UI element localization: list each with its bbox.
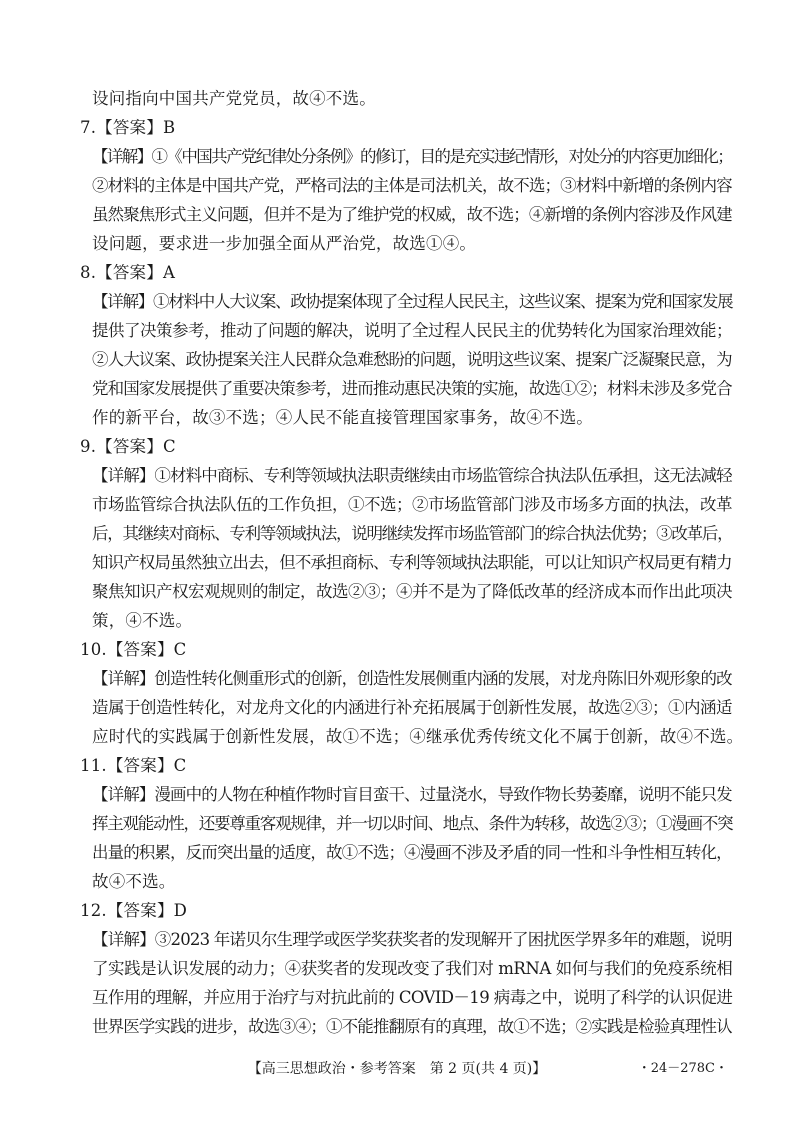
answer-heading: 8.【答案】A [80,263,176,282]
document-body [80,84,744,1041]
footer-title: 【高三思想政治・参考答案 第 2 页(共 4 页)】 [247,1061,547,1077]
text-line: 出量的积累，反而突出量的适度，故①不选；④漫画不涉及矛盾的同一性和斗争性相互转化， [92,843,732,862]
answer-heading: 12.【答案】D [80,901,188,920]
text-line: 世界医学实践的进步，故选③④；①不能推翻原有的真理，故①不选；②实践是检验真理性认 [92,1017,732,1036]
text-line: 设问指向中国共产党党员，故④不选。 [92,89,376,108]
text-line: 【详解】①材料中商标、专利等领域执法职责继续由市场监管综合执法队伍承担，这无法减轻 [92,466,732,485]
text-line: 作的新平台，故③不选；④人民不能直接管理国家事务，故④不选。 [92,408,593,427]
answer-heading: 7.【答案】B [80,118,176,137]
text-line: 聚焦知识产权宏观规则的制定，故选②③；④并不是为了降低改革的经济成本而作出此项决 [92,582,732,601]
text-line: 【详解】①材料中人大议案、政协提案体现了全过程人民民主，这些议案、提案为党和国家发展 [92,292,733,311]
text-line: 【详解】漫画中的人物在种植作物时盲目蛮干、过量浇水，导致作物长势萎靡，说明不能只发 [92,785,732,804]
answer-heading: 9.【答案】C [80,437,176,456]
text-line: 应时代的实践属于创新性发展，故①不选；④继承优秀传统文化不属于创新，故④不选。 [92,727,744,746]
footer-code: ・24－278C・ [637,1061,728,1076]
text-line: ②材料的主体是中国共产党，严格司法的主体是司法机关，故不选；③材料中新增的条例内容 [92,176,732,195]
text-line: 党和国家发展提供了重要决策参考，进而推动惠民决策的实施，故选①②；材料未涉及多党合 [92,379,732,398]
text-line: 虽然聚焦形式主义问题，但并不是为了维护党的权威，故不选；④新增的条例内容涉及作风建 [92,205,732,224]
text-line: 市场监管综合执法队伍的工作负担，①不选；②市场监管部门涉及市场多方面的执法，改革 [92,495,732,514]
text-line: 故④不选。 [92,872,176,891]
text-line: 设问题，要求进一步加强全面从严治党，故选①④。 [92,234,477,253]
text-line: 【详解】③2023 年诺贝尔生理学或医学奖获奖者的发现解开了困扰医学界多年的难题，说明 [92,930,732,949]
text-line: 【详解】创造性转化侧重形式的创新，创造性发展侧重内涵的发展，对龙舟陈旧外观形象的改 [92,669,732,688]
text-line: 挥主观能动性，还要尊重客观规律，并一切以时间、地点、条件为转移，故选②③；①漫画不突 [92,814,733,833]
text-line: 造属于创造性转化，对龙舟文化的内涵进行补充拓展属于创新性发展，故选②③；①内涵适 [92,698,732,717]
text-line: 策，④不选。 [92,611,193,630]
answer-heading: 10.【答案】C [80,640,187,659]
text-line: 提供了决策参考，推动了问题的解决，说明了全过程人民民主的优势转化为国家治理效能； [92,321,732,340]
text-line: ②人大议案、政协提案关注人民群众急难愁盼的问题，说明这些议案、提案广泛凝聚民意，为 [92,350,732,369]
text-line: 了实践是认识发展的动力；④获奖者的发现改变了我们对 mRNA 如何与我们的免疫系统相 [92,959,733,978]
text-line: 后，其继续对商标、专利等领域执法，说明继续发挥市场监管部门的综合执法优势；③改革后， [92,524,733,543]
text-line: 【详解】①《中国共产党纪律处分条例》的修订，目的是充实违纪情形，对处分的内容更加细化； [92,147,733,166]
page-footer [0,1058,794,1080]
text-line: 互作用的理解，并应用于治疗与对抗此前的 COVID－19 病毒之中，说明了科学的认识促进 [92,988,733,1007]
answer-heading: 11.【答案】C [80,756,187,775]
text-line: 知识产权局虽然独立出去，但不承担商标、专利等领域执法职能，可以让知识产权局更有精力 [92,553,732,572]
